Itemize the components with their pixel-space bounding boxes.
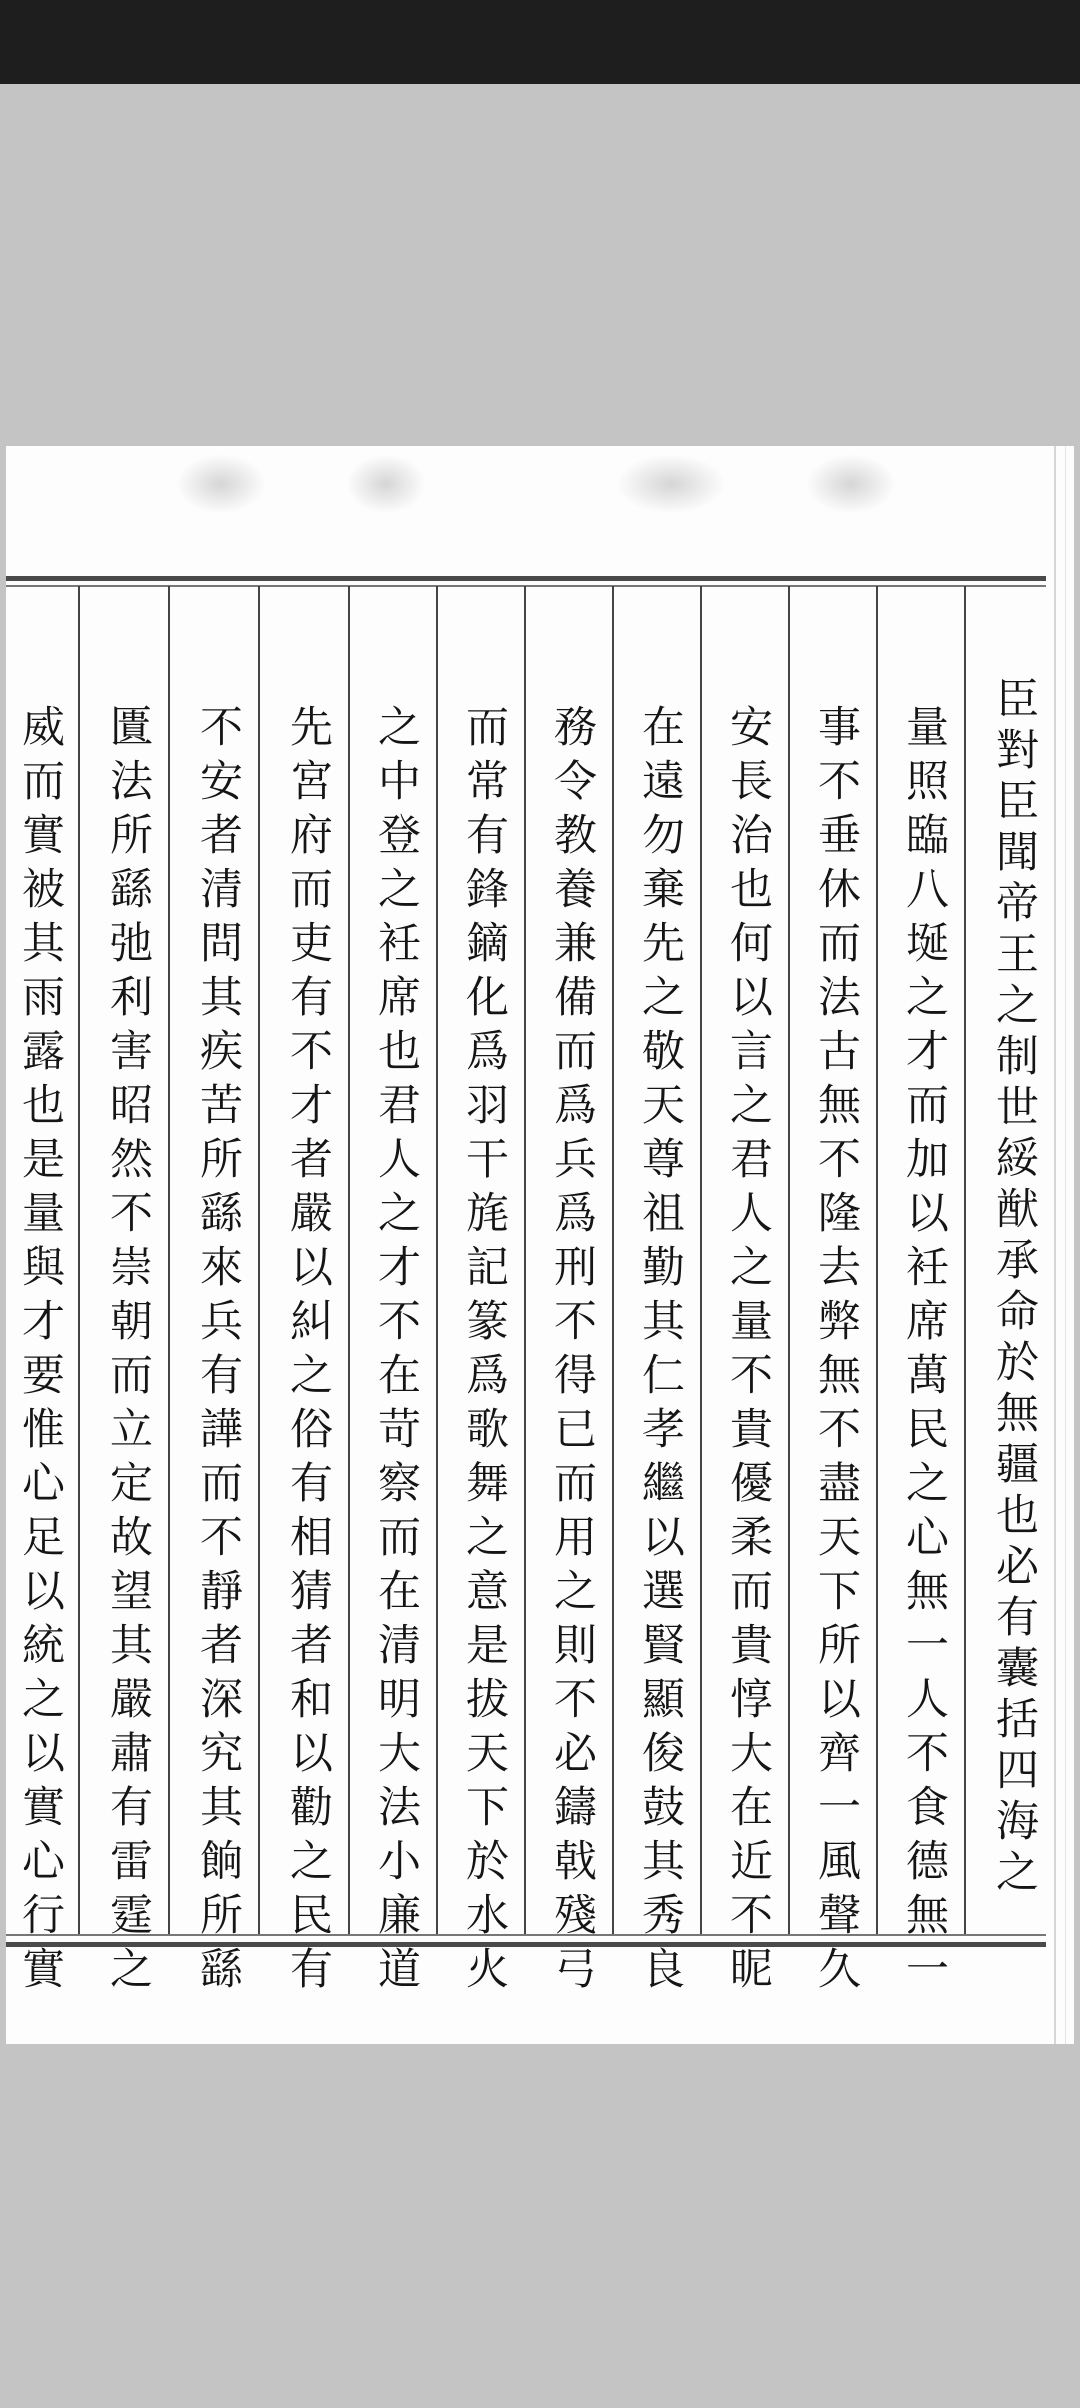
column-divider	[78, 586, 80, 1934]
top-border-rule	[6, 576, 1046, 581]
text-column: 先宮府而吏有不才者嚴以糾之俗有相猜者和以勸之民有	[283, 704, 333, 2000]
manuscript-page	[6, 446, 1074, 2044]
text-column: 臣對臣聞帝王之制世綏猷承命於無疆也必有囊括四海之	[989, 676, 1039, 1900]
text-column: 安長治也何以言之君人之量不貴優柔而貴惇大在近不昵	[723, 704, 773, 2000]
column-divider	[348, 586, 350, 1934]
seal-smudge	[806, 454, 896, 514]
column-divider	[258, 586, 260, 1934]
text-column: 務令教養兼備而爲兵爲刑不得已而用之則不必鑄戟殘弓	[547, 704, 597, 2000]
column-divider	[700, 586, 702, 1934]
column-divider	[876, 586, 878, 1934]
text-column: 事不垂休而法古無不隆去弊無不盡天下所以齊一風聲久	[811, 704, 861, 2000]
page-edge-line	[1054, 446, 1056, 2044]
status-bar	[0, 0, 1080, 84]
column-divider	[788, 586, 790, 1934]
bottom-border-rule	[6, 1942, 1046, 1947]
column-divider	[964, 586, 966, 1934]
text-column: 在遠勿棄先之敬天尊祖勤其仁孝繼以選賢顯俊鼓其秀良	[635, 704, 685, 2000]
column-divider	[612, 586, 614, 1934]
text-column: 匱法所繇弛利害昭然不崇朝而立定故望其嚴肅有雷霆之	[103, 704, 153, 2000]
bottom-border-rule-inner	[6, 1934, 1046, 1936]
text-column: 而常有鋒鏑化爲羽干旄記篆爲歌舞之意是拔天下於水火	[459, 704, 509, 2000]
seal-smudge	[346, 454, 426, 514]
text-column: 不安者清問其疾苦所繇來兵有譁而不靜者深究其餉所繇	[193, 704, 243, 2000]
top-border-rule-inner	[6, 585, 1046, 587]
text-column: 威而實被其雨露也是量與才要惟心足以統之以實心行實	[15, 704, 65, 2000]
column-divider	[168, 586, 170, 1934]
column-divider	[436, 586, 438, 1934]
column-divider	[524, 586, 526, 1934]
seal-smudge	[616, 454, 726, 514]
page-edge-line	[1065, 446, 1066, 2044]
seal-smudge	[176, 454, 266, 514]
text-column: 之中登之衽席也君人之才不在苛察而在清明大法小廉道	[371, 704, 421, 2000]
text-column: 量照臨八埏之才而加以衽席萬民之心無一人不食德無一	[899, 704, 949, 2000]
